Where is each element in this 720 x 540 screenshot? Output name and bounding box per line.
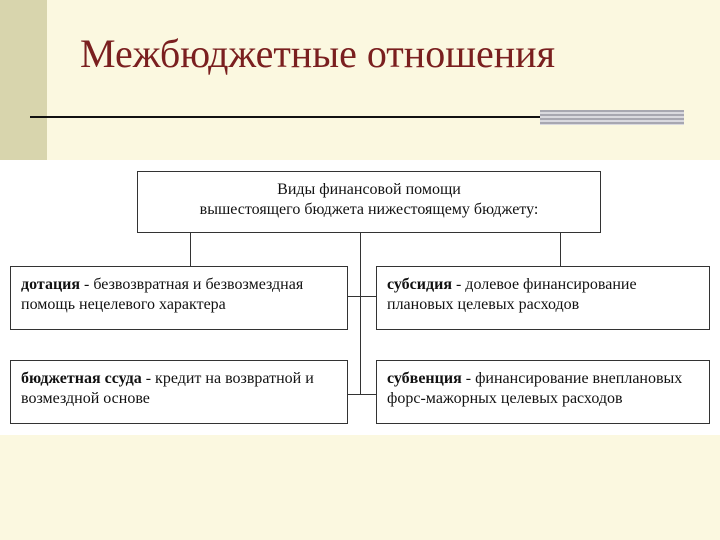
slide-title: Межбюджетные отношения <box>80 31 555 76</box>
connector-root-down-left <box>190 233 191 266</box>
connector-root-down-right <box>560 233 561 266</box>
connector-root-down-center <box>360 233 361 394</box>
term-dotation: дотация <box>21 276 81 293</box>
desc-subsidy: - долевое финансирование плановых целевых расходов <box>387 276 637 313</box>
connector-mid-horizontal <box>348 296 376 297</box>
term-subsidy: субсидия <box>387 276 452 293</box>
term-budget-loan: бюджетная ссуда <box>21 370 142 387</box>
desc-dotation: - безвозвратная и безвозмездная помощь нецелевого характера <box>21 276 304 313</box>
box-subsidy <box>376 266 710 330</box>
root-line-2: вышестоящего бюджета нижестоящему бюджету: <box>199 201 539 218</box>
connector-bottom-horizontal <box>348 394 376 395</box>
side-decor-band <box>0 0 47 160</box>
root-box <box>137 171 601 233</box>
root-line-1: Виды финансовой помощи <box>277 181 461 198</box>
desc-subvention: - финансирование внеплановых форс-мажорных целевых расходов <box>387 370 683 407</box>
box-dotation <box>10 266 348 330</box>
desc-budget-loan: - кредит на возвратной и возмездной основе <box>21 370 314 407</box>
box-subvention <box>376 360 710 424</box>
title-rule-accent <box>540 110 684 125</box>
box-budget-loan <box>10 360 348 424</box>
term-subvention: субвенция <box>387 370 462 387</box>
